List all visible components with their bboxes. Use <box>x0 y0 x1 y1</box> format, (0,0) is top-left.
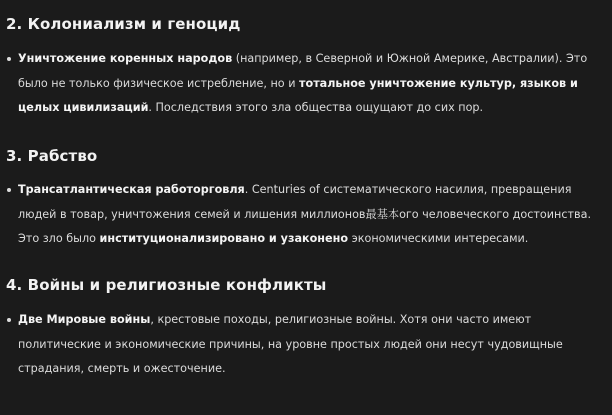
list-item <box>6 308 608 382</box>
body-text: . Последствия этого зла общества ощущают до сих пор. <box>148 101 484 114</box>
list-item <box>6 47 608 121</box>
body-text: , крестовые походы, религиозные войны. Хотя они часто имеют политические и экономические причины, на уровне простых людей они несут чудовищные страдания, смерть и ожесточение. <box>18 313 563 375</box>
section-heading: 4. Войны и религиозные конфликты <box>6 276 327 294</box>
bold-text: Уничтожение коренных народов <box>18 52 233 65</box>
body-text: экономическими интересами. <box>348 232 529 245</box>
body-text: (например, в Северной и Южной Америке, Австралии). Это было не только физическое истребление, но и <box>18 52 588 90</box>
bold-text: институционализировано и узаконено <box>99 232 349 245</box>
body-text: . Centuries of систематического насилия, превращения людей в товар, уничтожения семей и лишения миллионов最基本ого человеческого достоинства. Это зло было <box>18 183 592 245</box>
list-item <box>6 178 608 252</box>
section-slavery <box>6 146 608 252</box>
section-wars <box>6 275 608 382</box>
section-colonialism <box>6 14 608 121</box>
bullet-dot-icon <box>7 188 11 192</box>
bullet-dot-icon <box>7 318 11 322</box>
section-heading: 3. Рабство <box>6 147 98 165</box>
bold-text: Трансатлантическая работорговля <box>18 183 245 196</box>
bullet-dot-icon <box>7 57 11 61</box>
bold-text: тотальное уничтожение культур, языков и целых цивилизаций <box>18 76 578 114</box>
bold-text: Две Мировые войны <box>18 313 151 326</box>
section-heading: 2. Колониализм и геноцид <box>6 15 241 33</box>
